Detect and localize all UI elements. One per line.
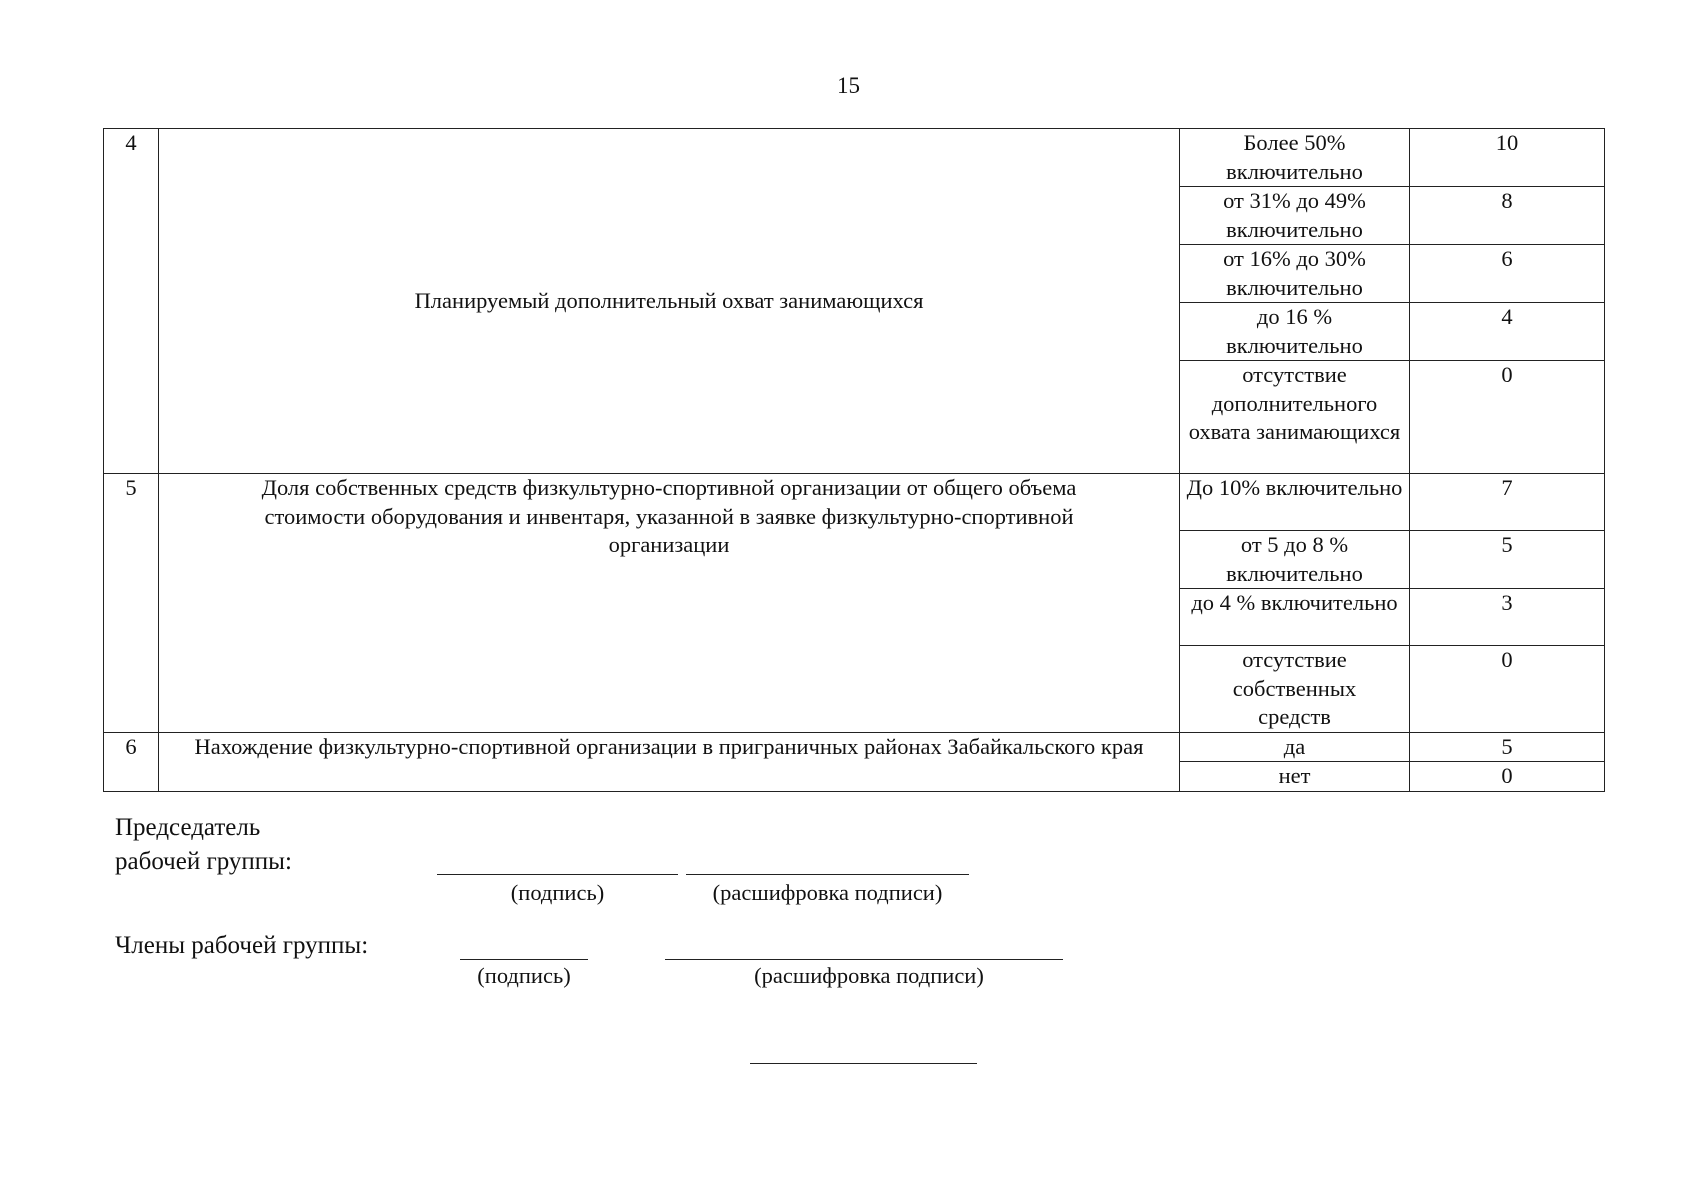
- chairman-name-line: [686, 874, 969, 875]
- condition-cell: отсутствие собственных средств: [1180, 646, 1410, 733]
- condition-cell: от 31% до 49% включительно: [1180, 187, 1410, 245]
- criterion-number: 5: [104, 474, 159, 733]
- score-cell: 10: [1410, 129, 1605, 187]
- score-cell: 0: [1410, 361, 1605, 474]
- condition-cell: от 16% до 30% включительно: [1180, 245, 1410, 303]
- condition-cell: до 4 % включительно: [1180, 589, 1410, 646]
- chairman-label-line1: Председатель: [115, 814, 261, 841]
- page-number: 15: [837, 73, 860, 98]
- score-cell: 8: [1410, 187, 1605, 245]
- table-row: [104, 129, 1605, 187]
- condition-cell: отсутствие дополнительного охвата занимающихся: [1180, 361, 1410, 474]
- score-cell: 3: [1410, 589, 1605, 646]
- condition-cell: до 16 % включительно: [1180, 303, 1410, 361]
- condition-cell: Более 50% включительно: [1180, 129, 1410, 187]
- members-signature-line: [460, 959, 588, 960]
- score-cell: 0: [1410, 646, 1605, 733]
- chairman-label-line2: рабочей группы:: [115, 848, 292, 875]
- criterion-number: 6: [104, 732, 159, 791]
- score-cell: 7: [1410, 474, 1605, 531]
- criterion-text: Планируемый дополнительный охват занимающихся: [159, 129, 1180, 474]
- condition-cell: да: [1180, 732, 1410, 762]
- chairman-signature-caption: (подпись): [510, 880, 605, 905]
- condition-cell: До 10% включительно: [1180, 474, 1410, 531]
- score-cell: 5: [1410, 531, 1605, 589]
- score-cell: 6: [1410, 245, 1605, 303]
- members-label: Члены рабочей группы:: [115, 932, 369, 959]
- criteria-table: [103, 128, 1605, 792]
- members-name-caption: (расшифровка подписи): [754, 963, 984, 988]
- end-separator-line: [750, 1063, 977, 1064]
- members-name-line: [665, 959, 1063, 960]
- score-cell: 5: [1410, 732, 1605, 762]
- chairman-name-caption: (расшифровка подписи): [712, 880, 943, 905]
- condition-cell: от 5 до 8 % включительно: [1180, 531, 1410, 589]
- criterion-text: Нахождение физкультурно-спортивной организации в приграничных районах Забайкальского края: [159, 732, 1180, 791]
- table-row: [104, 474, 1605, 531]
- condition-cell: нет: [1180, 762, 1410, 792]
- criterion-text: Доля собственных средств физкультурно-спортивной организации от общего объема стоимости оборудования и инвентаря, указанной в заявке физкультурно-спортивной организации: [159, 474, 1180, 733]
- chairman-signature-line: [437, 874, 678, 875]
- criterion-number: 4: [104, 129, 159, 474]
- members-signature-caption: (подпись): [477, 963, 571, 988]
- score-cell: 4: [1410, 303, 1605, 361]
- score-cell: 0: [1410, 762, 1605, 792]
- table-row: [104, 732, 1605, 762]
